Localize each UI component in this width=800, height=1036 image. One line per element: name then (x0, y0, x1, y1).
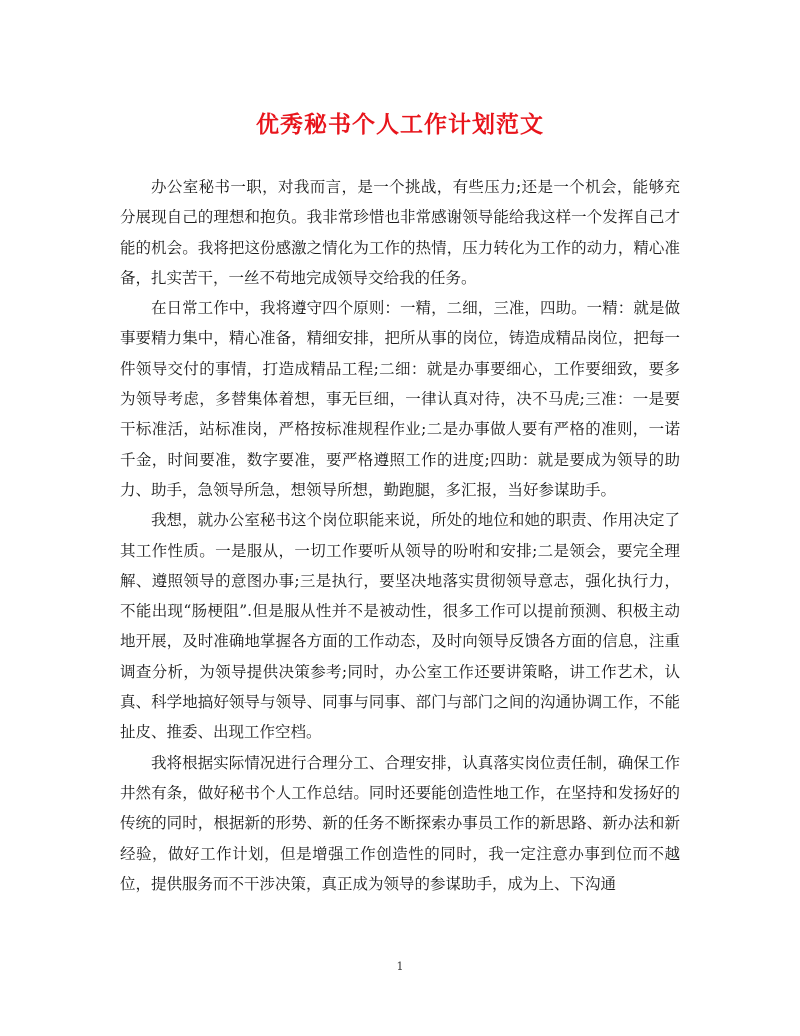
body-paragraph-3: 我想，就办公室秘书这个岗位职能来说，所处的地位和她的职责、作用决定了其工作性质。一是服从，一切工作要听从领导的吩咐和安排;二是领会，要完全理解、遵照领导的意图办事;三是执行，要坚决地落实贯彻领导意志，强化执行力，不能出现“肠梗阻”.但是服从性并不是被动性，很多工作可以提前预测、积极主动地开展，及时准确地掌握各方面的工作动态，及时向领导反馈各方面的信息，注重调查分析，为领导提供决策参考;同时，办公室工作还要讲策略，讲工作艺术，认真、科学地搞好领导与领导、同事与同事、部门与部门之间的沟通协调工作，不能扯皮、推委、出现工作空档。 (120, 511, 680, 742)
body-paragraph-1: 办公室秘书一职，对我而言，是一个挑战，有些压力;还是一个机会，能够充分展现自己的理想和抱负。我非常珍惜也非常感谢领导能给我这样一个发挥自己才能的机会。我将把这份感激之情化为工作的热情，压力转化为工作的动力，精心准备，扎实苦干，一丝不苟地完成领导交给我的任务。 (120, 178, 680, 287)
page-number: 1 (396, 960, 404, 973)
document-title: 优秀秘书个人工作计划范文 (256, 111, 544, 138)
document-body (120, 172, 680, 899)
body-paragraph-2: 在日常工作中，我将遵守四个原则：一精，二细，三准，四助。一精：就是做事要精力集中，精心准备，精细安排，把所从事的岗位，铸造成精品岗位，把每一件领导交付的事情，打造成精品工程;二细：就是办事要细心，工作要细致，要多为领导考虑，多替集体着想，事无巨细，一律认真对待，决不马虎;三准：一是要干标准活，站标准岗，严格按标准规程作业;二是办事做人要有严格的准则，一诺千金，时间要准，数字要准，要严格遵照工作的进度;四助：就是要成为领导的助力、助手，急领导所急，想领导所想，勤跑腿，多汇报，当好参谋助手。 (120, 299, 680, 499)
body-paragraph-4: 我将根据实际情况进行合理分工、合理安排，认真落实岗位责任制，确保工作井然有条，做好秘书个人工作总结。同时还要能创造性地工作，在坚持和发扬好的传统的同时，根据新的形势、新的任务不断探索办事员工作的新思路、新办法和新经验，做好工作计划，但是增强工作创造性的同时，我一定注意办事到位而不越位，提供服务而不干涉决策，真正成为领导的参谋助手，成为上、下沟通 (120, 753, 680, 893)
